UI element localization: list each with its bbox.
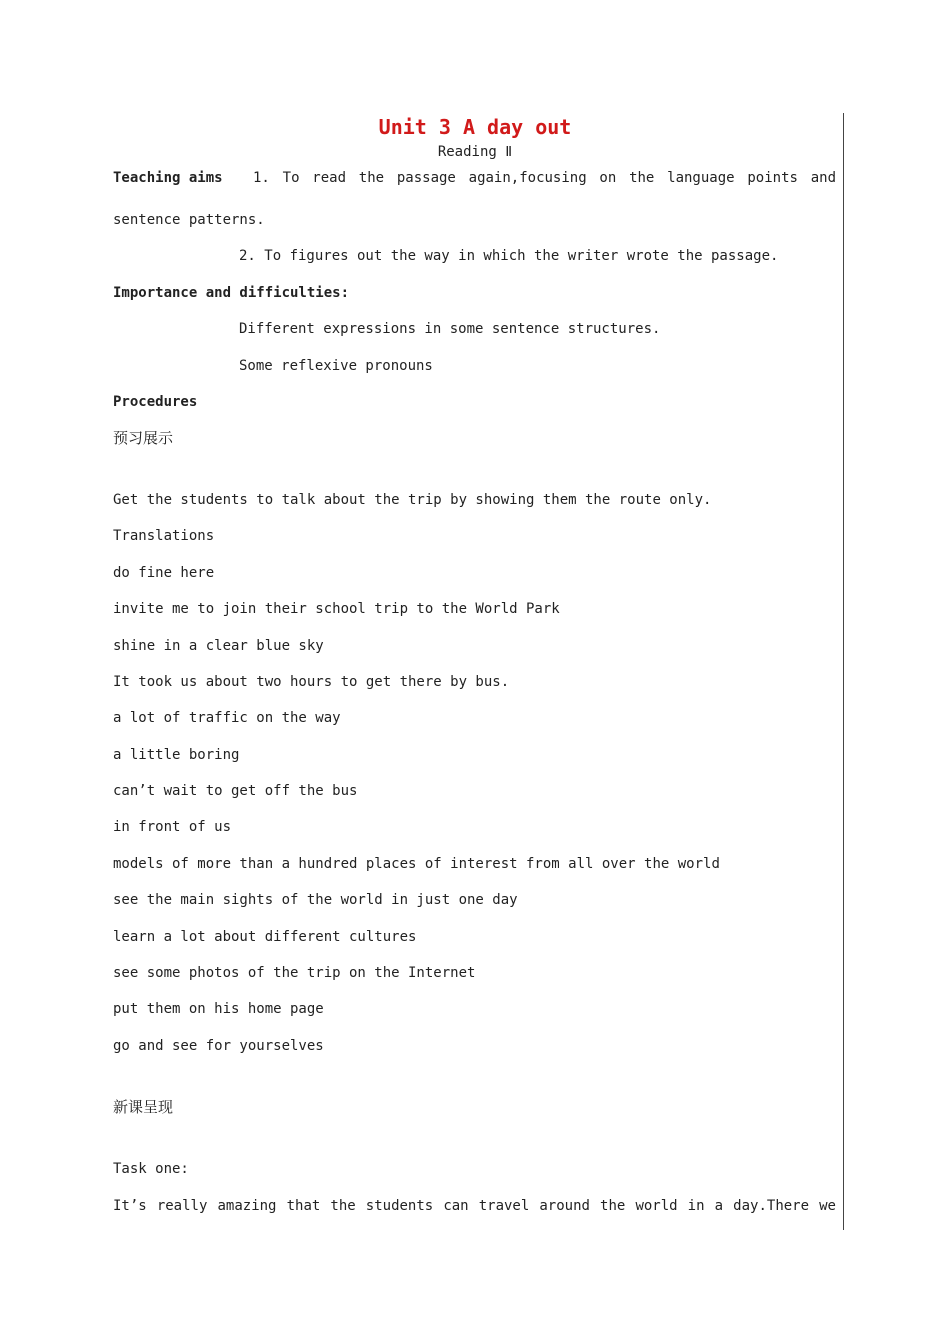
phrase-item: learn a lot about different cultures [113,929,417,945]
phrase-item: can’t wait to get off the bus [113,783,358,799]
importance-heading: Importance and difficulties: [113,285,350,301]
phrase-item: in front of us [113,819,232,835]
task-one-label: Task one: [113,1161,189,1177]
new-lesson-heading: 新课呈现 [113,1098,174,1116]
preview-heading: 预习展示 [113,429,174,447]
phrase-item: a lot of traffic on the way [113,710,341,726]
procedures-heading: Procedures [113,394,198,410]
phrase-item: put them on his home page [113,1001,324,1017]
phrase-item: see the main sights of the world in just one day [113,892,518,908]
intro-text: Get the students to talk about the trip by showing them the route only. [113,492,712,508]
importance-item: Different expressions in some sentence structures. [239,321,661,337]
phrase-item: a little boring [113,747,240,763]
margin-rule [843,113,844,1230]
phrase-item: do fine here [113,565,215,581]
phrase-item: invite me to join their school trip to the World Park [113,601,560,617]
phrase-item: It took us about two hours to get there by bus. [113,674,510,690]
page-subtitle: Reading Ⅱ [437,144,513,160]
phrase-item: models of more than a hundred places of interest from all over the world [113,856,720,872]
page-title: Unit 3 A day out [378,115,572,139]
translations-label: Translations [113,528,215,544]
teaching-aim-1: 1. To read the passage again,focusing on the language points and [253,170,836,186]
phrase-item: go and see for yourselves [113,1038,324,1054]
teaching-aim-1-continued: sentence patterns. [113,212,265,228]
teaching-aim-2: 2. To figures out the way in which the writer wrote the passage. [239,248,779,264]
phrase-item: see some photos of the trip on the Internet [113,965,476,981]
task-one-text: It’s really amazing that the students can travel around the world in a day.There we [113,1198,836,1214]
phrase-item: shine in a clear blue sky [113,638,324,654]
importance-item: Some reflexive pronouns [239,358,433,374]
teaching-aims-heading: Teaching aims [113,170,223,186]
